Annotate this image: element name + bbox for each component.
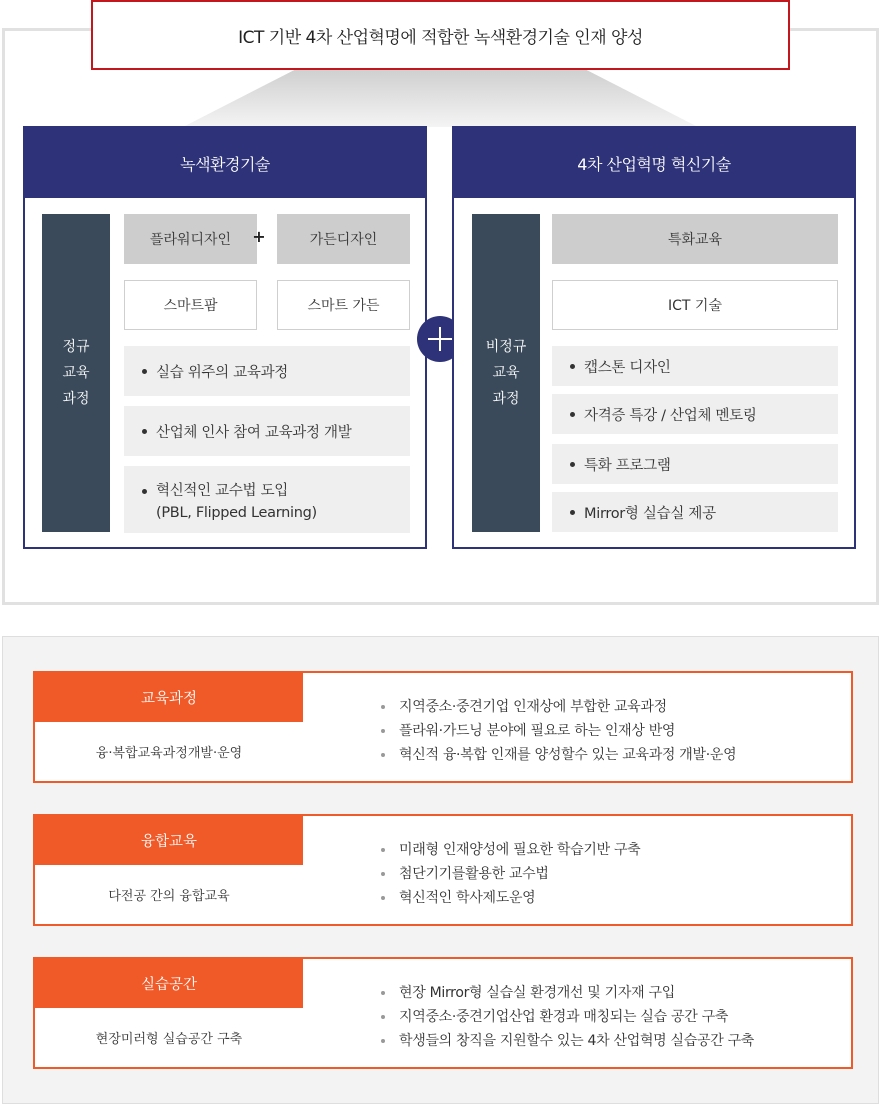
- bullet-dot-icon: [142, 429, 147, 434]
- bullet-item: [124, 466, 410, 533]
- bullet-dot-icon: [381, 705, 385, 709]
- list-item: [381, 743, 736, 767]
- list-item-text: 플라워·가드닝 분야에 필요로 하는 인재상 반영: [399, 723, 676, 739]
- bullet-text: 자격증 특강 / 산업체 멘토링: [584, 407, 757, 424]
- bullet-item: [552, 394, 838, 434]
- list-item: [381, 695, 736, 719]
- side-label-regular-course: [42, 214, 110, 532]
- bullet-dot-icon: [381, 872, 385, 876]
- bullet-item: [124, 346, 410, 396]
- bullet-dot-icon: [570, 510, 575, 515]
- list-item-text: 혁신적 융·복합 인재를 양성할수 있는 교육과정 개발·운영: [399, 747, 737, 763]
- plus-sign: +: [252, 227, 266, 246]
- list-item: [381, 886, 640, 910]
- list-item-text: 미래형 인재양성에 필요한 학습기반 구축: [399, 842, 641, 858]
- list-item: [381, 1005, 754, 1029]
- panel-green-tech: [23, 126, 427, 549]
- list-item-text: 현장 Mirror형 실습실 환경개선 및 기자재 구입: [399, 985, 675, 1001]
- diagram-title: ICT 기반 4차 산업혁명에 적합한 녹색환경기술 인재 양성: [91, 0, 790, 70]
- panel-4th-industrial: [452, 126, 856, 549]
- row-subtitle: 융·복합교육과정개발·운영: [95, 746, 243, 761]
- detail-row-convergence: [33, 814, 853, 926]
- row-item-list: [381, 838, 640, 910]
- bullet-dot-icon: [381, 896, 385, 900]
- list-item: [381, 719, 736, 743]
- bullet-dot-icon: [142, 489, 147, 494]
- side-label-line: 과정: [492, 391, 520, 407]
- bullet-dot-icon: [381, 753, 385, 757]
- box-garden-design: 가든디자인: [277, 214, 410, 264]
- box-special-education: 특화교육: [552, 214, 838, 264]
- bullet-dot-icon: [381, 1039, 385, 1043]
- bullet-text: 산업체 인사 참여 교육과정 개발: [156, 424, 352, 441]
- row-subtitle: 다전공 간의 융합교육: [108, 889, 230, 904]
- bullet-dot-icon: [570, 462, 575, 467]
- list-item: [381, 1029, 754, 1053]
- side-label-line: 과정: [62, 391, 90, 407]
- detail-section: [2, 636, 879, 1104]
- bullet-dot-icon: [570, 364, 575, 369]
- bullet-text: 캡스톤 디자인: [584, 359, 671, 376]
- side-label-line: 교육: [62, 365, 90, 381]
- bullet-dot-icon: [570, 412, 575, 417]
- list-item-text: 혁신적인 학사제도운영: [399, 890, 536, 906]
- bullet-dot-icon: [381, 848, 385, 852]
- panel-heading: 4차 산업혁명 혁신기술: [454, 128, 854, 198]
- list-item-text: 첨단기기를활용한 교수법: [399, 866, 549, 882]
- bullet-dot-icon: [381, 729, 385, 733]
- row-title: 실습공간: [35, 959, 303, 1008]
- row-title: 융합교육: [35, 816, 303, 865]
- bullet-text-line: 혁신적인 교수법 도입: [156, 483, 288, 499]
- bullet-dot-icon: [381, 1015, 385, 1019]
- bullet-item: [552, 492, 838, 532]
- bullet-item: [124, 406, 410, 456]
- list-item-text: 지역중소·중견기업 인재상에 부합한 교육과정: [399, 699, 667, 715]
- side-label-line: 비정규: [485, 339, 527, 355]
- panel-heading: 녹색환경기술: [25, 128, 425, 198]
- list-item-text: 지역중소·중견기업산업 환경과 매칭되는 실습 공간 구축: [399, 1009, 729, 1025]
- bullet-text: 특화 프로그램: [584, 457, 671, 474]
- bullet-dot-icon: [381, 991, 385, 995]
- list-item: [381, 981, 754, 1005]
- bullet-dot-icon: [142, 369, 147, 374]
- side-label-line: 정규: [62, 339, 90, 355]
- box-smart-farm: 스마트팜: [124, 280, 257, 330]
- list-item-text: 학생들의 창직을 지원할수 있는 4차 산업혁명 실습공간 구축: [399, 1033, 755, 1049]
- side-label-line: 교육: [492, 365, 520, 381]
- detail-row-practice-space: [33, 957, 853, 1069]
- row-item-list: [381, 981, 754, 1053]
- row-item-list: [381, 695, 736, 767]
- bullet-item: [552, 346, 838, 386]
- list-item: [381, 862, 640, 886]
- side-label-irregular-course: [472, 214, 540, 532]
- detail-row-curriculum: [33, 671, 853, 783]
- box-ict-tech: ICT 기술: [552, 280, 838, 330]
- bullet-text: 실습 위주의 교육과정: [156, 364, 288, 381]
- bullet-item: [552, 444, 838, 484]
- box-flower-design: 플라워디자인: [124, 214, 257, 264]
- list-item: [381, 838, 640, 862]
- bullet-text: Mirror형 실습실 제공: [584, 505, 716, 522]
- row-title: 교육과정: [35, 673, 303, 722]
- bullet-text-line: (PBL, Flipped Learning): [156, 505, 317, 521]
- bullet-text: [156, 480, 317, 524]
- box-smart-garden: 스마트 가든: [277, 280, 410, 330]
- row-subtitle: 현장미러형 실습공간 구축: [95, 1032, 243, 1047]
